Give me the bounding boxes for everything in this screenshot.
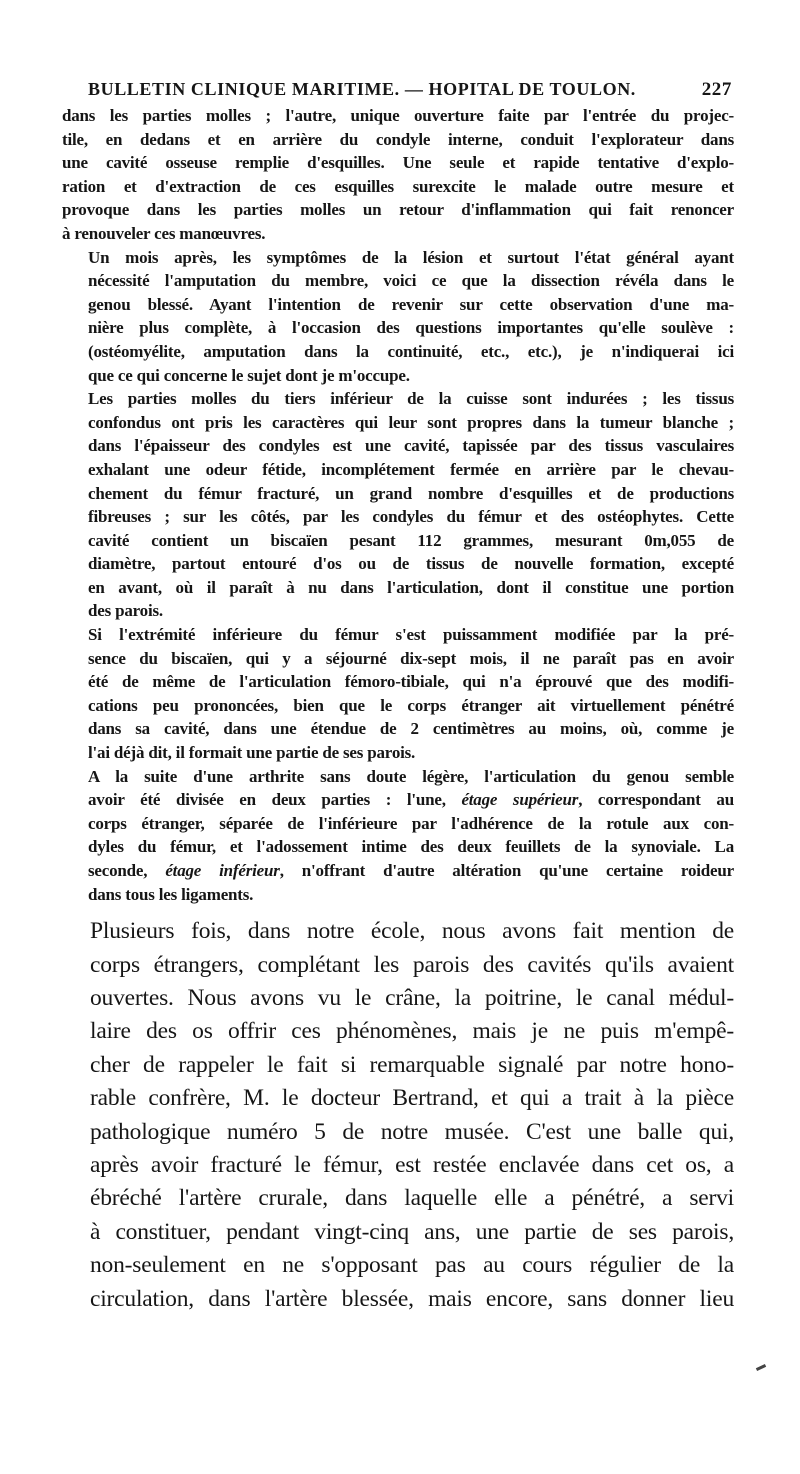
text-line: corps étrangers, complétant les parois des cavités qu'ils avaient	[90, 951, 734, 978]
document-page	[62, 74, 734, 1454]
text-line: Si l'extrémité inférieure du fémur s'est puissamment modifiée par la pré-	[88, 625, 734, 645]
paragraph-1	[62, 104, 734, 246]
text-line: dans sa cavité, dans une étendue de 2 centimètres au moins, où, comme je	[88, 719, 734, 739]
text-line: dyles du fémur, et l'adossement intime des deux feuillets de la synoviale. La	[88, 837, 734, 857]
text-line: Un mois après, les symptômes de la lésion et surtout l'état général ayant	[88, 247, 734, 267]
text-line: en avant, où il paraît à nu dans l'articulation, dont il constitue une portion	[88, 577, 734, 597]
text-line: dans les parties molles ; l'autre, unique ouverture faite par l'entrée du projec-	[62, 106, 734, 125]
text-line: fibreuses ; sur les côtés, par les condyles du fémur et des ostéophytes. Cette	[88, 507, 734, 527]
text-line: des parois.	[88, 601, 163, 621]
text-line: dans l'épaisseur des condyles est une cavité, tapissée par des tissus vasculaires	[88, 436, 734, 456]
running-header	[62, 74, 734, 104]
text-line: sence du biscaïen, qui y a séjourné dix-sept mois, il ne paraît pas en avoir	[88, 648, 734, 668]
italic-term: étage supérieur	[461, 790, 579, 810]
text-line: pathologique numéro 5 de notre musée. C'est une balle qui,	[90, 1118, 734, 1145]
text-segment: , n'offrant d'autre altération qu'une certaine roideur	[279, 861, 734, 880]
text-segment: seconde,	[88, 861, 166, 880]
text-line: l'ai déjà dit, il formait une partie de ses parois.	[88, 743, 416, 763]
text-segment: avoir été divisée en deux parties : l'une,	[88, 790, 462, 810]
text-line: une cavité osseuse remplie d'esquilles. Une seule et rapide tentative d'explo-	[62, 153, 734, 173]
large-print-section	[62, 915, 734, 1316]
text-line: nière plus complète, à l'occasion des questions importantes qu'elle soulève :	[88, 318, 734, 338]
text-line: rable confrère, M. le docteur Bertrand, et qui a trait à la pièce	[90, 1085, 734, 1112]
text-line: cavité contient un biscaïen pesant 112 grammes, mesurant 0m,055 de	[88, 530, 734, 550]
text-line: que ce qui concerne le sujet dont je m'occupe.	[88, 365, 410, 385]
text-line-with-italic	[62, 859, 734, 883]
text-line: été de même de l'articulation fémoro-tibiale, qui n'a éprouvé que des modifi-	[88, 672, 734, 692]
text-line: à renouveler ces manœuvres.	[62, 223, 266, 243]
paragraph-2	[62, 246, 734, 388]
text-line: exhalant une odeur fétide, incomplétement fermée en arrière par le chevau-	[88, 459, 734, 479]
text-line: ration et d'extraction de ces esquilles surexcite le malade outre mesure et	[62, 176, 734, 196]
text-segment: , correspondant au	[578, 790, 734, 810]
text-line: laire des os offrir ces phénomènes, mais je ne puis m'empê-	[90, 1018, 734, 1045]
header-title: BULLETIN CLINIQUE MARITIME. — HOPITAL DE TOULON.	[88, 79, 636, 99]
text-line: A la suite d'une arthrite sans doute légère, l'articulation du genou semble	[88, 766, 734, 786]
text-line: nécessité l'amputation du membre, voici ce que la dissection révéla dans le	[88, 271, 734, 291]
margin-mark	[756, 1364, 766, 1371]
page-number: 227	[701, 79, 732, 100]
text-line: non-seulement en ne s'opposant pas au cours régulier de la	[90, 1252, 734, 1279]
paragraph-6	[62, 915, 734, 1316]
text-line: tile, en dedans et en arrière du condyle interne, conduit l'explorateur dans	[62, 129, 734, 149]
text-line-with-italic	[62, 788, 734, 812]
text-line: corps étranger, séparée de l'inférieure par l'adhérence de la rotule aux con-	[88, 813, 734, 833]
text-line: à constituer, pendant vingt-cinq ans, une partie de ses parois,	[90, 1218, 734, 1245]
paragraph-3	[62, 387, 734, 623]
text-line: confondus ont pris les caractères qui leur sont propres dans la tumeur blanche ;	[88, 412, 734, 432]
text-line: chement du fémur fracturé, un grand nombre d'esquilles et de productions	[88, 483, 734, 503]
text-line: circulation, dans l'artère blessée, mais encore, sans donner lieu	[90, 1285, 734, 1312]
text-line: cher de rappeler le fait si remarquable signalé par notre hono-	[90, 1051, 734, 1078]
text-line: après avoir fracturé le fémur, est restée enclavée dans cet os, a	[90, 1152, 734, 1179]
text-line: ouvertes. Nous avons vu le crâne, la poitrine, le canal médul-	[90, 985, 734, 1011]
text-line: cations peu prononcées, bien que le corps étranger ait virtuellement pénétré	[88, 695, 734, 715]
small-print-section	[62, 104, 734, 906]
text-line: ébréché l'artère crurale, dans laquelle elle a pénétré, a servi	[90, 1185, 734, 1212]
text-line: Plusieurs fois, dans notre école, nous avons fait mention de	[90, 918, 734, 945]
text-line: (ostéomyélite, amputation dans la continuité, etc., etc.), je n'indiquerai ici	[88, 341, 734, 361]
paragraph-5	[62, 765, 734, 907]
text-line: provoque dans les parties molles un retour d'inflammation qui fait renoncer	[62, 200, 734, 220]
text-line: Les parties molles du tiers inférieur de la cuisse sont indurées ; les tissus	[88, 389, 734, 409]
text-line: diamètre, partout entouré d'os ou de tissus de nouvelle formation, excepté	[88, 554, 734, 574]
text-line: dans tous les ligaments.	[88, 884, 254, 904]
paragraph-4	[62, 623, 734, 765]
italic-term: étage inférieur	[165, 861, 280, 880]
text-line: genou blessé. Ayant l'intention de revenir sur cette observation d'une ma-	[88, 294, 734, 314]
